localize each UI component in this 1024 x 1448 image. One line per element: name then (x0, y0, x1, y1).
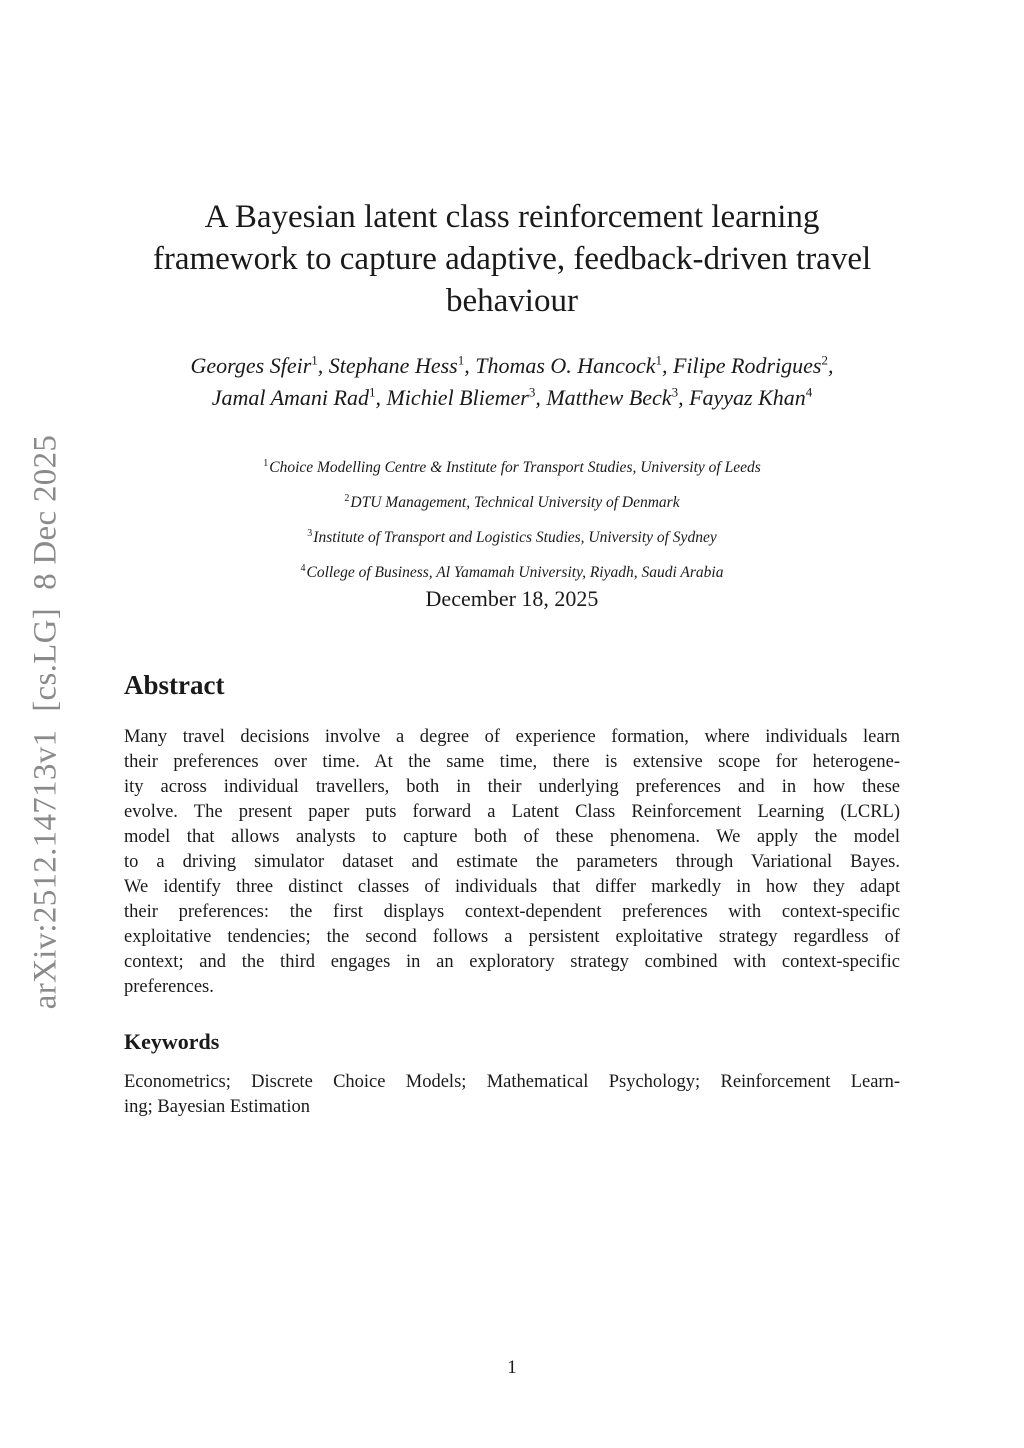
affiliation-text: Choice Modelling Centre & Institute for Transport Studies, University of Leeds (269, 459, 761, 477)
keywords-line: Econometrics; Discrete Choice Models; Mathematical Psychology; Reinforcement Learn- (124, 1072, 900, 1092)
author-name: Georges Sfeir (190, 353, 312, 378)
page-number: 1 (507, 1357, 517, 1378)
abstract-line: context; and the third engages in an exploratory strategy combined with context-specific (124, 952, 900, 972)
author-name: Fayyaz Khan (689, 385, 806, 410)
author-name: Jamal Amani Rad (211, 385, 369, 410)
title-line: A Bayesian latent class reinforcement learning (204, 199, 820, 235)
abstract-line: We identify three distinct classes of individuals that differ markedly in how they adapt (124, 877, 900, 897)
abstract-line: preferences. (124, 977, 214, 997)
abstract-text (124, 725, 900, 1000)
arxiv-id: arXiv:2512.14713v1 (27, 729, 64, 1010)
arxiv-date: 8 Dec 2025 (27, 434, 64, 590)
affiliation-list (124, 448, 900, 589)
affiliation-number: 3 (307, 528, 313, 540)
abstract-line: their preferences over time. At the same time, there is extensive scope for heterogene- (124, 752, 900, 772)
abstract-line: model that allows analysts to capture both of these phenomena. We apply the model (124, 827, 900, 847)
abstract-line: ity across individual travellers, both in their underlying preferences and in how these (124, 777, 900, 797)
keywords-text (124, 1070, 900, 1120)
abstract-line: Many travel decisions involve a degree of experience formation, where individuals learn (124, 727, 900, 747)
author-name: Filipe Rodrigues (672, 353, 822, 378)
author-name: Michiel Bliemer (386, 385, 529, 410)
author-name: Stephane Hess (328, 353, 458, 378)
abstract-line: exploitative tendencies; the second follows a persistent exploitative strategy regardless of (124, 927, 900, 947)
author-affiliation-mark: 3 (671, 384, 679, 400)
paper-date: December 18, 2025 (425, 586, 599, 611)
keywords-line: ing; Bayesian Estimation (124, 1097, 311, 1117)
author-line: Georges Sfeir$^1$, Stephane Hess$^1$, Thomas O. Hancock$^1$, Filipe Rodrigues$^2$, (190, 352, 834, 378)
affiliation-text: DTU Management, Technical University of Denmark (350, 494, 680, 512)
keywords-heading: Keywords (124, 1029, 220, 1054)
affiliation-text: College of Business, Al Yamamah University, Riyadh, Saudi Arabia (306, 564, 724, 582)
author-name: Thomas O. Hancock (475, 353, 656, 378)
abstract-line: their preferences: the first displays context-dependent preferences with context-specific (124, 902, 900, 922)
affiliation-item (124, 553, 900, 588)
abstract-line: to a driving simulator dataset and estimate the parameters through Variational Bayes. (124, 852, 900, 872)
arxiv-identifier-stamp (28, 426, 65, 1018)
author-affiliation-mark: 2 (821, 352, 828, 368)
author-affiliation-mark: 1 (457, 352, 465, 368)
paper-title (124, 196, 900, 322)
title-line: behaviour (446, 283, 578, 319)
affiliation-item (124, 518, 900, 553)
author-affiliation-mark: 1 (655, 352, 662, 368)
abstract-heading: Abstract (124, 670, 225, 700)
author-name: Matthew Beck (546, 385, 672, 410)
abstract-line: evolve. The present paper puts forward a Latent Class Reinforcement Learning (LCRL) (124, 802, 900, 822)
affiliation-text: Institute of Transport and Logistics Studies, University of Sydney (313, 529, 717, 547)
author-line: Jamal Amani Rad$^1$, Michiel Bliemer$^3$, Matthew Beck$^3$, Fayyaz Khan$^4$ (211, 384, 813, 410)
affiliation-number: 1 (263, 458, 269, 469)
affiliation-item (124, 483, 900, 518)
author-affiliation-mark: 4 (805, 384, 813, 400)
author-list (124, 350, 900, 414)
affiliation-number: 2 (344, 493, 350, 505)
affiliation-number: 4 (300, 563, 306, 575)
author-affiliation-mark: 3 (528, 384, 536, 400)
affiliation-item (124, 448, 900, 483)
arxiv-category: [cs.LG] (27, 607, 64, 712)
author-affiliation-mark: 1 (368, 384, 376, 400)
author-affiliation-mark: 1 (311, 352, 318, 368)
title-line: framework to capture adaptive, feedback-driven travel (152, 241, 872, 277)
